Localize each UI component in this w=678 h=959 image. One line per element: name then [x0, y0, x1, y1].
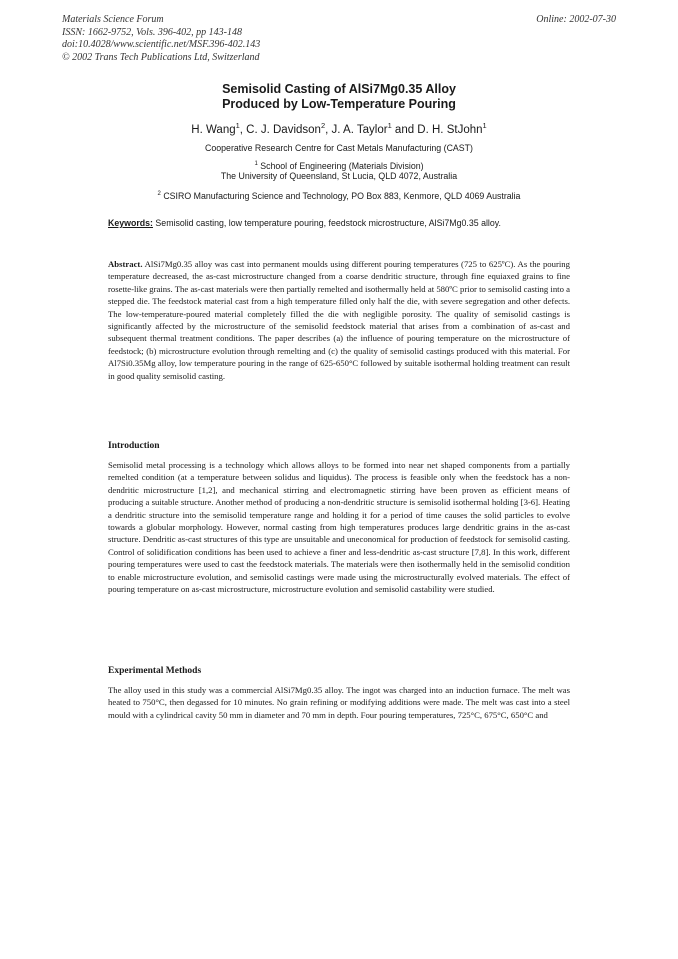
introduction-text: Semisolid metal processing is a technology which allows alloys to be formed into near net shaped components from a partially remelted condition (at a temperature between solidus and liquidus). The process is feasible only when the feedstock has a non-dendritic microstructure [1,2], and mechanical stirring and electromagnetic stirring have been proven as efficient means of producing a suitable structure. Another method of producing a non-dendritic structure is semisolid isothermal holding [3-6]. Heating a dendritic structure into the semisolid temperature range and holding it for a period of time causes the solid particles to evolve towards a globular morphology. However, normal casting from high temperatures produces large dendritic grains in the as-cast structure. Dendritic as-cast structures of this type are unsuitable and uneconomical for production of feedstock for semisolid casting. Control of solidification conditions has been used to achieve a finer and less-dendritic as-cast structure [7,8]. In this work, different pouring temperatures were used to cast the feedstock materials. The materials were then isothermally held in the semisolid condition to enable microstructure evolution, and semisolid castings were made using the microstructurally evolved materials. The effect of pouring temperature on as-cast microstructure, microstructure evolution and semisolid castability were studied.: [108, 460, 570, 595]
doi-line: doi:10.4028/www.scientific.net/MSF.396-402.143: [62, 39, 261, 50]
csiro-text: CSIRO Manufacturing Science and Technology, PO Box 883, Kenmore, QLD 4069 Australia: [160, 190, 521, 201]
issn-line: ISSN: 1662-9752, Vols. 396-402, pp 143-148: [62, 26, 242, 38]
author-4: and D. H. StJohn: [391, 123, 483, 136]
affiliation-csiro: [0, 188, 678, 202]
title-line-1: Semisolid Casting of AlSi7Mg0.35 Alloy: [222, 82, 456, 96]
abstract-label: Abstract.: [108, 259, 143, 269]
keywords-label: Keywords:: [108, 218, 153, 228]
journal-name: Materials Science Forum: [62, 14, 164, 25]
abstract-text: AlSi7Mg0.35 alloy was cast into permanent moulds using different pouring temperatures (725 to 625ºC). As the pouring temperature decreased, the as-cast microstructure changed from a coarse dendritic structure, through fine equiaxed grains to fine rosette-like grains. The as-cast materials were then partially remelted and isothermally held at 580ºC prior to semisolid casting into a stepped die. The feedstock material cast from a high temperature filled only half the die, with severe segregation and other defects. The low-temperature-poured material completely filled the die with negligible porosity. The quality of semisolid castings is significantly affected by the microstructure of the semisolid feedstock material that arises from a combination of as-cast and subsequent thermal treatment conditions. The paper describes (a) the influence of pouring temperature on the microstructure of feedstock; (b) microstructure evolution through remelting and (c) the quality of semisolid castings produced with this material. For Al7Si0.35Mg alloy, low temperature pouring in the range of 625-650°C followed by suitable isothermal holding treatment can result in good quality semisolid casting.: [108, 259, 570, 381]
school-text: School of Engineering (Materials Division): [257, 160, 424, 171]
author-4-affil: 1: [482, 121, 487, 130]
school-sup: 1: [254, 161, 258, 167]
methods-text: The alloy used in this study was a commercial AlSi7Mg0.35 alloy. The ingot was charged into an induction furnace. The melt was heated to 750°C, then degassed for 10 minutes. No grain refining or modifying additions were made. The melt was cast into a steel mould with a cylindrical cavity 50 mm in diameter and 70 mm in depth. Four pouring temperatures, 725°C, 675°C, 650°C and: [108, 685, 570, 720]
title-line-2: Produced by Low-Temperature Pouring: [222, 97, 456, 111]
keywords-text: Semisolid casting, low temperature pouring, feedstock microstructure, AlSi7Mg0.35 alloy.: [152, 218, 501, 228]
affiliation-cooperative: Cooperative Research Centre for Cast Metals Manufacturing (CAST): [205, 143, 473, 153]
affiliation-university: The University of Queensland, St Lucia, QLD 4072, Australia: [220, 171, 458, 181]
journal-header: [62, 14, 382, 64]
author-2: , C. J. Davidson: [239, 123, 321, 136]
online-date: Online: 2002-07-30: [536, 14, 616, 25]
abstract: [108, 258, 570, 382]
author-2-affil: 2: [320, 121, 326, 130]
keywords: [108, 218, 570, 230]
author-1-affil: 1: [235, 121, 240, 130]
introduction-heading: Introduction: [108, 441, 160, 451]
author-3-affil: 1: [387, 121, 392, 130]
author-list: [0, 121, 678, 136]
copyright-line: © 2002 Trans Tech Publications Ltd, Switzerland: [62, 51, 260, 63]
author-3: , J. A. Taylor: [325, 123, 388, 136]
csiro-sup: 2: [157, 191, 161, 197]
paper-title: [0, 82, 678, 112]
author-1: H. Wang: [191, 123, 236, 136]
methods-heading: Experimental Methods: [108, 666, 202, 676]
